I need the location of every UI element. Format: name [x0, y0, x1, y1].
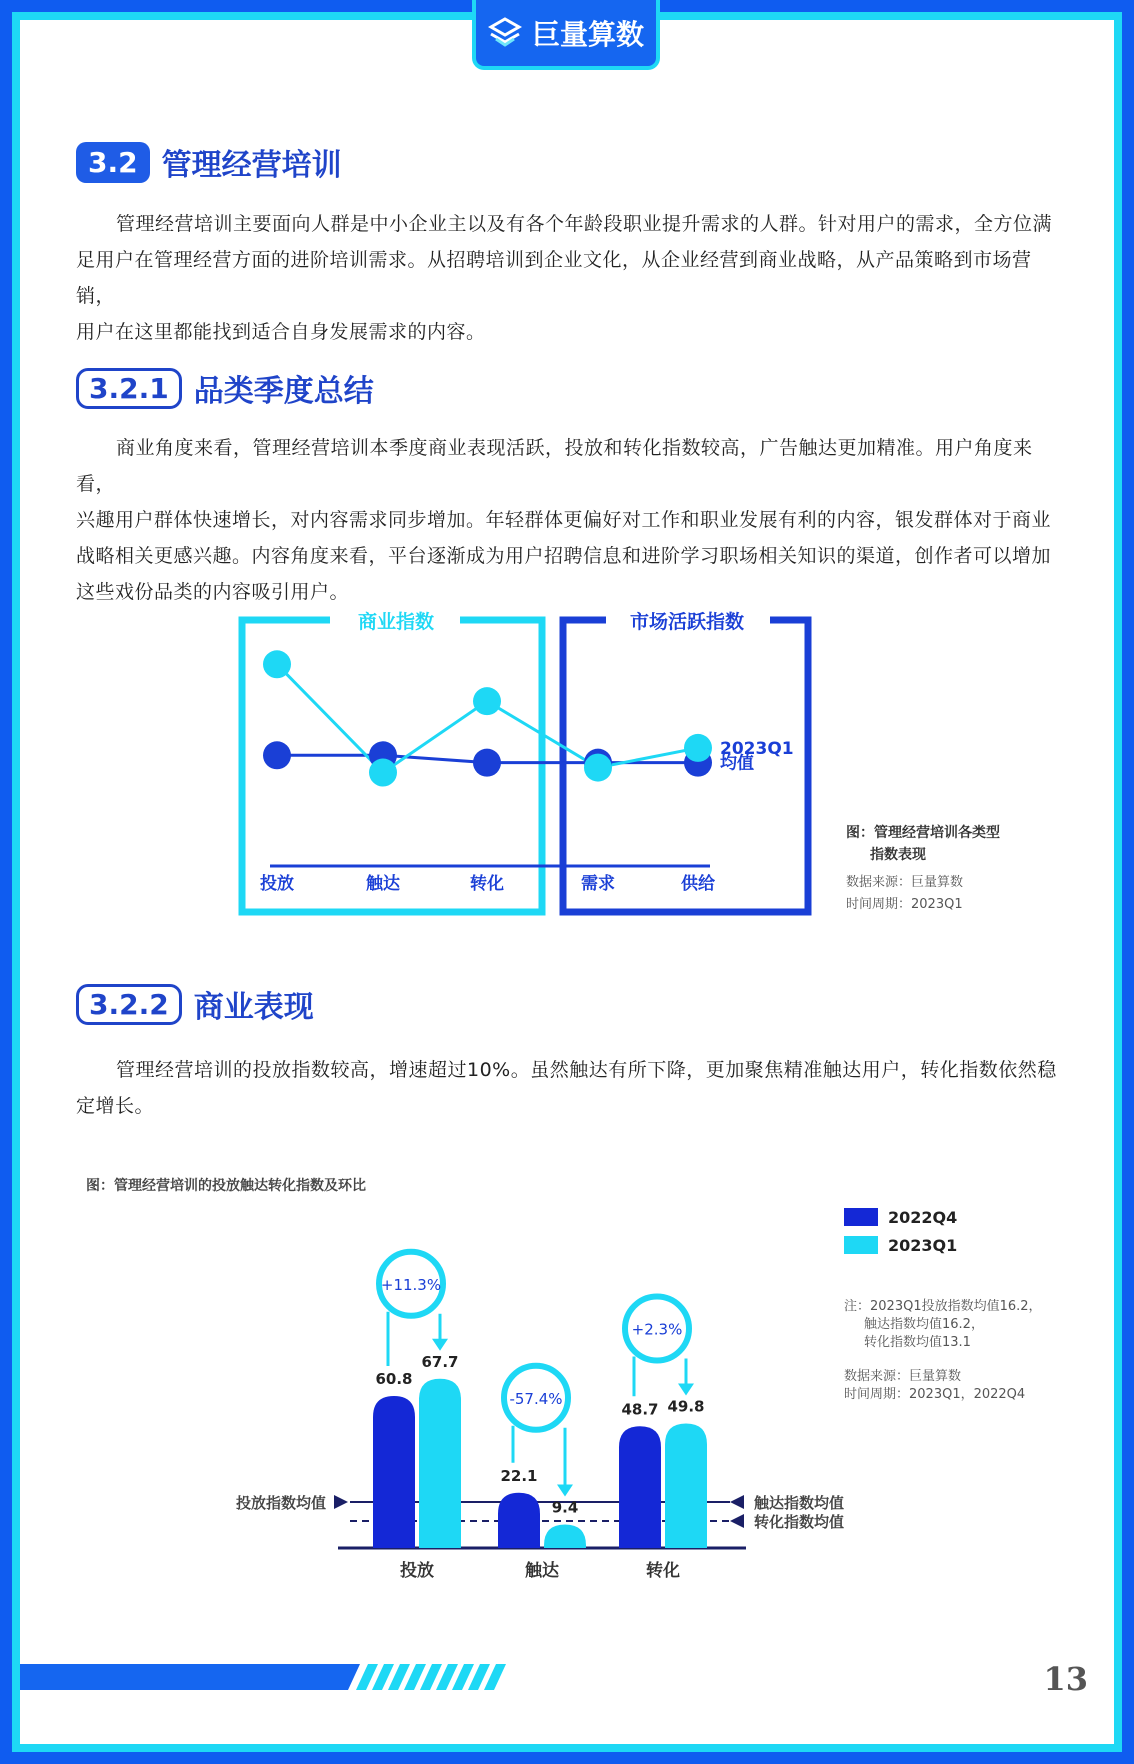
subsection-title: 商业表现 — [193, 990, 314, 1025]
intro-line: 足用户在管理经营方面的进阶培训需求。从招聘培训到企业文化，从企业经营到商业战略，从产品策略到市场营销， — [76, 249, 1032, 307]
bar-触达-2022Q4 — [498, 1493, 540, 1548]
section-title: 管理经营培训 — [161, 148, 342, 183]
sub1-line: 兴趣用户群体快速增长，对内容需求同步增加。年轻群体更偏好对工作和职业发展有利的内容，银发群体对于商业 — [76, 509, 1052, 531]
footer-stripe-decoration — [20, 1664, 510, 1694]
x-tick-label: 需求 — [581, 874, 615, 894]
bar-value-label: 60.8 — [375, 1370, 413, 1388]
sub2-line: 管理经营培训的投放指数较高，增速超过10%。虽然触达有所下降，更加聚焦精准触达用户，转化指数依然稳 — [116, 1059, 1057, 1081]
bar-投放-2022Q4 — [373, 1396, 415, 1548]
legend-label-2022q4: 2022Q4 — [888, 1208, 958, 1227]
series-end-label: 2023Q1 — [720, 738, 794, 759]
page-number: 13 — [1043, 1660, 1088, 1698]
change-arrow-icon — [432, 1339, 448, 1351]
legend-swatch-2022q4 — [844, 1208, 878, 1226]
series-end-label: 均值 — [720, 753, 754, 774]
bar-转化-2023Q1 — [665, 1424, 707, 1549]
sub1-line: 这些戏份品类的内容吸引用户。 — [76, 581, 350, 603]
market-index-title: 市场活跃指数 — [629, 611, 745, 633]
change-percent-label: -57.4% — [509, 1389, 563, 1408]
x-tick-label: 触达 — [366, 874, 400, 894]
legend-label-2023q1: 2023Q1 — [888, 1236, 958, 1255]
sub1-line: 战略相关更感兴趣。内容角度来看，平台逐渐成为用户招聘信息和进阶学习职场相关知识的渠道，创作者可以增加 — [76, 545, 1052, 567]
change-arrow-icon — [678, 1384, 694, 1396]
chart2-note: 触达指数均值16.2， — [864, 1317, 984, 1332]
brand-name: 巨量算数 — [531, 18, 644, 51]
bar-value-label: 9.4 — [551, 1498, 579, 1517]
reach-avg-marker — [730, 1495, 744, 1509]
commercial-index-title: 商业指数 — [357, 611, 435, 633]
chart2-note: 注：2023Q1投放指数均值16.2， — [844, 1299, 1042, 1314]
chart2-source: 数据来源：巨量算数 — [844, 1369, 962, 1384]
intro-line: 用户在这里都能找到适合自身发展需求的内容。 — [76, 321, 486, 343]
bar-value-label: 49.8 — [667, 1397, 705, 1416]
bar-value-label: 67.7 — [421, 1352, 459, 1371]
chart2-period: 时间周期：2023Q1，2022Q4 — [844, 1387, 1026, 1402]
bar-value-label: 48.7 — [621, 1400, 659, 1419]
change-percent-label: +2.3% — [631, 1320, 683, 1339]
chart2-caption: 图：管理经营培训的投放触达转化指数及环比 — [86, 1178, 366, 1194]
sub1-line: 商业角度来看，管理经营培训本季度商业表现活跃，投放和转化指数较高，广告触达更加精准。用户角度来看， — [76, 437, 1033, 495]
subsection-number: 3.2.2 — [76, 984, 182, 1025]
chart2-notes — [844, 1298, 1042, 1404]
change-arrow-icon — [557, 1485, 573, 1497]
x-tick-label: 投放 — [260, 874, 294, 894]
subsection-title: 品类季度总结 — [193, 374, 374, 409]
x-category-label: 投放 — [400, 1561, 434, 1581]
left-avg-marker — [334, 1495, 348, 1509]
x-tick-label: 供给 — [681, 874, 715, 894]
bar-转化-2022Q4 — [619, 1426, 661, 1548]
legend-swatch-2023q1 — [844, 1236, 878, 1254]
intro-line: 管理经营培训主要面向人群是中小企业主以及有各个年龄段职业提升需求的人群。针对用户的需求，全方位满 — [116, 213, 1053, 235]
sub2-line: 定增长。 — [76, 1095, 155, 1117]
x-category-label: 触达 — [525, 1561, 559, 1581]
chart2-note: 转化指数均值13.1 — [864, 1335, 971, 1350]
chart1-period: 时间周期：2023Q1 — [846, 897, 963, 912]
bar-触达-2023Q1 — [544, 1525, 586, 1549]
subsection-number: 3.2.1 — [76, 368, 182, 409]
left-avg-label: 投放指数均值 — [235, 1494, 326, 1512]
x-tick-label: 转化 — [470, 874, 504, 894]
bar-value-label: 22.1 — [500, 1466, 538, 1485]
bar-投放-2023Q1 — [419, 1379, 461, 1548]
chart1-caption-title2: 指数表现 — [870, 847, 926, 863]
conv-avg-label: 转化指数均值 — [754, 1513, 845, 1531]
chart1-caption-title: 图：管理经营培训各类型 — [846, 825, 1000, 841]
conv-avg-marker — [730, 1514, 744, 1528]
chart1-source: 数据来源：巨量算数 — [846, 875, 964, 890]
section-number: 3.2 — [76, 142, 150, 183]
x-category-label: 转化 — [646, 1561, 680, 1581]
change-percent-label: +11.3% — [380, 1275, 442, 1294]
reach-avg-label: 触达指数均值 — [754, 1494, 845, 1512]
